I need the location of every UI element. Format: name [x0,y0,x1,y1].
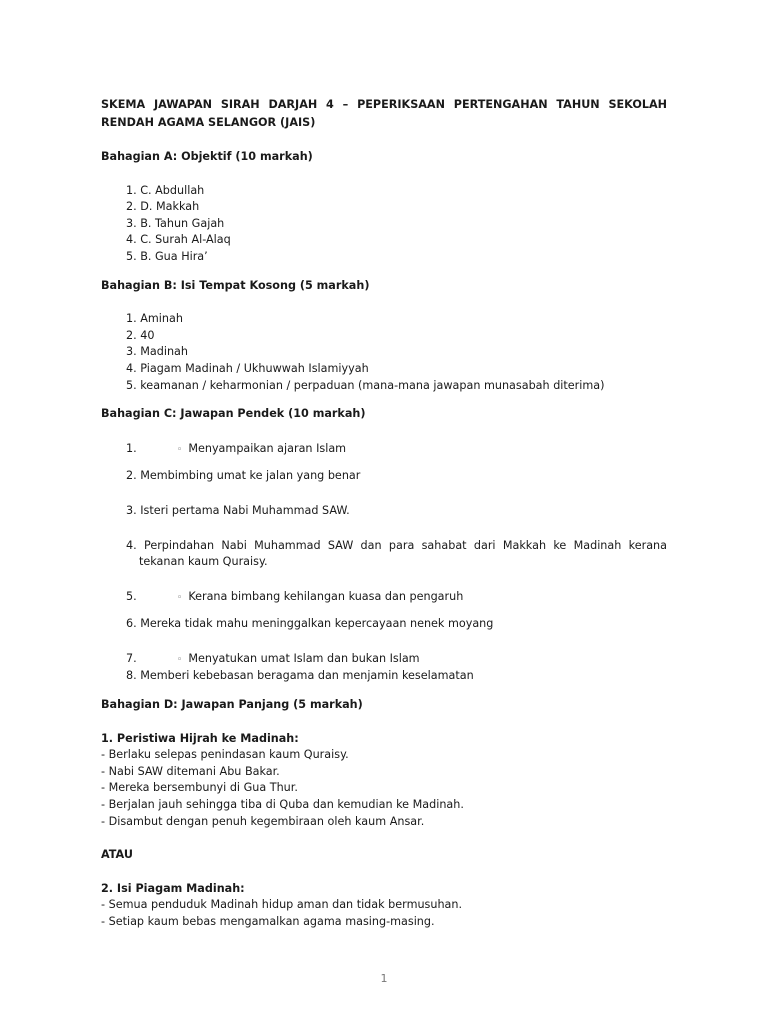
item-number: 1. [126,441,137,455]
answer-line: - Berlaku selepas penindasan kaum Quraisy. [101,748,349,762]
section-a-heading: Bahagian A: Objektif (10 markah) [101,150,313,163]
section-b-heading: Bahagian B: Isi Tempat Kosong (5 markah) [101,278,370,292]
hollow-bullet-icon: ◦ [177,592,183,603]
list-item: 2. Membimbing umat ke jalan yang benar [126,469,361,483]
section-c-heading: Bahagian C: Jawapan Pendek (10 markah) [101,407,366,421]
list-item: 2. D. Makkah [126,200,200,214]
answer-line: - Nabi SAW ditemani Abu Bakar. [101,764,280,778]
page-number: 1 [380,972,388,985]
answer-line: - Berjalan jauh sehingga tiba di Quba dan kemudian ke Madinah. [101,798,464,812]
item-number: 5. [126,589,137,603]
section-a-list [101,183,667,266]
list-item: 4. Perpindahan Nabi Muhammad SAW dan para sahabat dari Makkah ke Madinah kerana tekanan kaum Quraisy. [126,538,667,569]
list-item: 4. C. Surah Al-Alaq [126,233,231,247]
or-label: ATAU [101,848,133,862]
answer-line: - Semua penduduk Madinah hidup aman dan tidak bermusuhan. [101,898,463,912]
answer-line: - Setiap kaum bebas mengamalkan agama masing-masing. [101,915,435,928]
list-item: 3. Madinah [126,345,188,359]
answer-line: - Mereka bersembunyi di Gua Thur. [101,781,298,795]
list-item: 6. Mereka tidak mahu meninggalkan kepercayaan nenek moyang [126,617,494,631]
section-c-list [101,441,667,685]
list-item: 4. Piagam Madinah / Ukhuwwah Islamiyyah [126,361,369,375]
item-text: Kerana bimbang kehilangan kuasa dan pengaruh [188,589,464,603]
list-item: 5. B. Gua Hira’ [126,249,208,263]
list-item: 1. C. Abdullah [126,183,205,197]
list-item: 2. 40 [126,328,155,342]
list-item: 5. keamanan / keharmonian / perpaduan (mana-mana jawapan munasabah diterima) [126,378,605,392]
section-b-list [101,311,667,394]
document-page [101,96,667,931]
list-item [101,589,667,607]
item-text: Menyatukan umat Islam dan bukan Islam [188,651,420,665]
answer-line: - Disambut dengan penuh kegembiraan oleh kaum Ansar. [101,814,425,828]
list-item: 3. Isteri pertama Nabi Muhammad SAW. [126,503,350,517]
document-title: SKEMA JAWAPAN SIRAH DARJAH 4 – PEPERIKSAAN PERTENGAHAN TAHUN SEKOLAH RENDAH AGAMA SELANGOR (JAIS) [101,98,667,129]
section-d-heading: Bahagian D: Jawapan Panjang (5 markah) [101,698,363,712]
hollow-bullet-icon: ◦ [177,654,183,665]
list-item: 3. B. Tahun Gajah [126,216,225,230]
part-1-heading: 1. Peristiwa Hijrah ke Madinah: [101,731,299,745]
item-number: 7. [126,651,137,665]
list-item [101,651,667,669]
list-item [101,441,667,459]
hollow-bullet-icon: ◦ [177,444,183,455]
part-2-heading: 2. Isi Piagam Madinah: [101,881,245,895]
list-item: 8. Memberi kebebasan beragama dan menjamin keselamatan [126,669,474,683]
list-item: 1. Aminah [126,312,183,326]
item-text: Menyampaikan ajaran Islam [188,441,347,455]
